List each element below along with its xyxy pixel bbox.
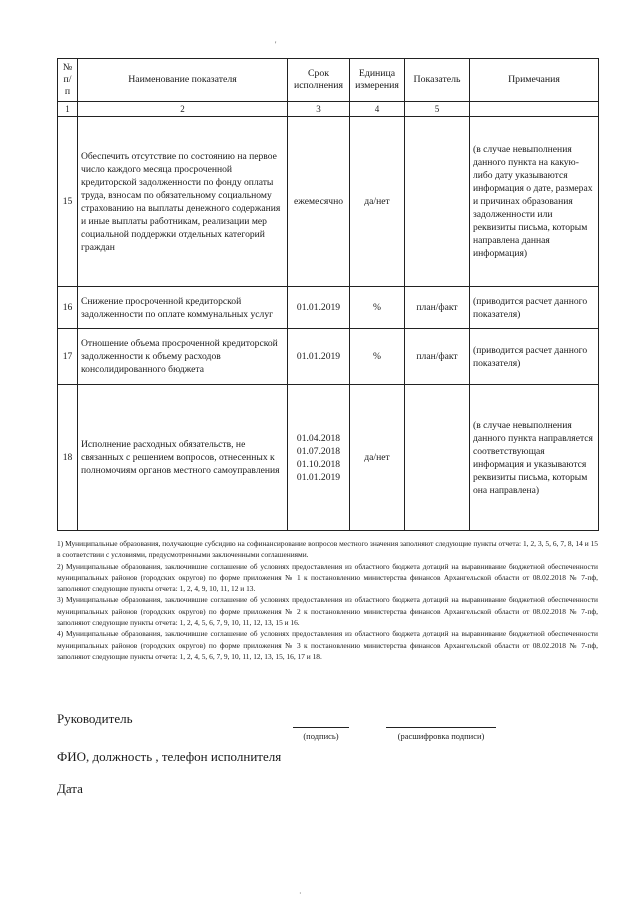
row-indicator: план/факт bbox=[405, 287, 470, 329]
column-number-row bbox=[58, 102, 599, 117]
date-label: Дата bbox=[57, 781, 83, 796]
col-number bbox=[470, 102, 599, 117]
head-label: Руководитель bbox=[57, 711, 133, 726]
report-table bbox=[57, 58, 599, 531]
col-number: 4 bbox=[350, 102, 405, 117]
footnote: 1) Муниципальные образования, получающие субсидию на софинансирование вопросов местного значения заполняют следующие пункты отчета: 1, 2, 3, 5, 6, 7, 8, 14 и 15 в соответствии с условиями, предусмотренными заключенными соглашениями. bbox=[57, 539, 598, 560]
signature-caption: (подпись) bbox=[303, 731, 339, 741]
col-number: 2 bbox=[78, 102, 288, 117]
decode-caption: (расшифровка подписи) bbox=[397, 731, 485, 741]
row-unit: % bbox=[350, 287, 405, 329]
scan-mark: ' bbox=[275, 40, 277, 49]
row-indicator-name: Обеспечить отсутствие по состоянию на первое число каждого месяца просроченной кредиторской задолженности по фонду оплаты труда, взносам по обязательному социальному страхованию на выплаты денежного содержания и иные выплаты работникам, реализации мер социальной поддержки отдельных категорий граждан bbox=[78, 117, 288, 287]
signature-line bbox=[293, 727, 349, 728]
col-number: 5 bbox=[405, 102, 470, 117]
executor-label: ФИО, должность , телефон исполнителя bbox=[57, 749, 282, 764]
deadline-date: 01.10.2018 bbox=[296, 458, 341, 470]
row-number: 16 bbox=[58, 287, 78, 329]
row-unit: % bbox=[350, 329, 405, 385]
table-row bbox=[58, 287, 599, 329]
footnote: 2) Муниципальные образования, заключившие соглашение об условиях предоставления из областного бюджета дотаций на выравнивание бюджетной обеспеченности муниципальных районов (городских округов) по форме приложения № 1 к постановлению министерства финансов Архангельской области от 08.02.2018 № 7-пф, заполняют следующие пункты отчета: 1, 2, 4, 9, 10, 11, 12 и 13. bbox=[57, 561, 598, 594]
row-indicator bbox=[405, 385, 470, 531]
row-deadlines bbox=[288, 385, 350, 531]
deadline-date: 01.04.2018 bbox=[296, 432, 341, 444]
deadline-date: 01.07.2018 bbox=[296, 445, 341, 457]
row-number: 15 bbox=[58, 117, 78, 287]
row-notes: (приводится расчет данного показателя) bbox=[470, 287, 599, 329]
header-num: № п/п bbox=[58, 59, 78, 102]
table-row bbox=[58, 329, 599, 385]
row-number: 18 bbox=[58, 385, 78, 531]
footnote: 3) Муниципальные образования, заключившие соглашение об условиях предоставления из областного бюджета дотаций на выравнивание бюджетной обеспеченности муниципальных районов (городских округов) по форме приложения № 2 к постановлению министерства финансов Архангельской области от 08.02.2018 № 7-пф, заполняют следующие пункты отчета: 1, 2, 4, 5, 6, 7, 9, 10, 11, 12, 13, 15 и 16. bbox=[57, 595, 598, 628]
header-name: Наименование показателя bbox=[78, 59, 288, 102]
header-notes: Примечания bbox=[470, 59, 599, 102]
col-number: 1 bbox=[58, 102, 78, 117]
header-row bbox=[58, 59, 599, 102]
row-notes: (в случае невыполнения данного пункта направляется соответствующая информация и указываются реквизиты письма, которым она направлена) bbox=[470, 385, 599, 531]
footnote: 4) Муниципальные образования, заключившие соглашение об условиях предоставления из областного бюджета дотаций на выравнивание бюджетной обеспеченности муниципальных районов (городских округов) по форме приложения № 3 к постановлению министерства финансов Архангельской области от 08.02.2018 № 7-пф, заполняют следующие пункты отчета: 1, 2, 4, 5, 6, 7, 9, 10, 11, 12, 13, 15, 16, 17 и 18. bbox=[57, 629, 598, 661]
deadline-date: 01.01.2019 bbox=[296, 471, 341, 483]
row-notes: (приводится расчет данного показателя) bbox=[470, 329, 599, 385]
row-unit: да/нет bbox=[350, 385, 405, 531]
row-indicator-name: Отношение объема просроченной кредиторской задолженности к объему расходов консолидированного бюджета bbox=[78, 329, 288, 385]
header-unit: Единица измерения bbox=[350, 59, 405, 102]
row-indicator bbox=[405, 117, 470, 287]
row-deadline: 01.01.2019 bbox=[288, 287, 350, 329]
row-notes: (в случае невыполнения данного пункта на какую-либо дату указываются информация о дате, размерах и причинах образования задолженности или реквизиты письма, которым направлена данная информация) bbox=[470, 117, 599, 287]
row-indicator: план/факт bbox=[405, 329, 470, 385]
col-number: 3 bbox=[288, 102, 350, 117]
table-row bbox=[58, 385, 599, 531]
decode-line bbox=[386, 727, 496, 728]
row-indicator-name: Исполнение расходных обязательств, не связанных с решением вопросов, отнесенных к полномочиям органов местного самоуправления bbox=[78, 385, 288, 531]
row-indicator-name: Снижение просроченной кредиторской задолженности по оплате коммунальных услуг bbox=[78, 287, 288, 329]
footnotes bbox=[57, 538, 598, 662]
table-row bbox=[58, 117, 599, 287]
row-unit: да/нет bbox=[350, 117, 405, 287]
header-indicator: Показатель bbox=[405, 59, 470, 102]
row-number: 17 bbox=[58, 329, 78, 385]
row-deadline: ежемесячно bbox=[288, 117, 350, 287]
scan-mark: · bbox=[299, 889, 302, 898]
row-deadline: 01.01.2019 bbox=[288, 329, 350, 385]
header-deadline: Срок исполнения bbox=[288, 59, 350, 102]
